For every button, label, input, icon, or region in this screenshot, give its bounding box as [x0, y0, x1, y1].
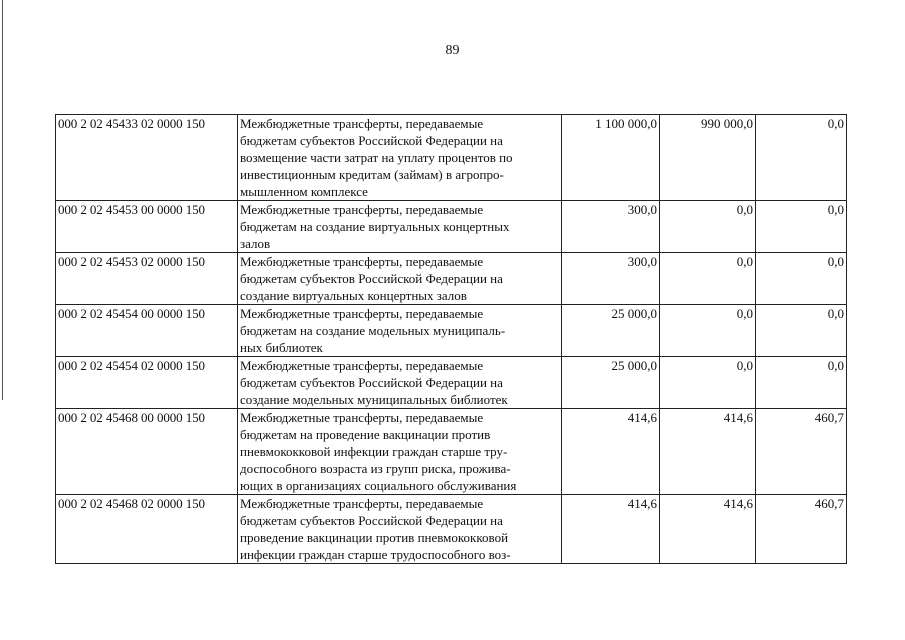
description-line: создание модельных муниципальных библиотек [240, 392, 508, 407]
description-line: бюджетам субъектов Российской Федерации на [240, 375, 503, 390]
description-line: инвестиционным кредитам (займам) в агропро- [240, 167, 504, 182]
amount-col-1: 300,0 [562, 253, 660, 305]
amount-col-2: 414,6 [660, 495, 756, 564]
description-line: доспособного возраста из групп риска, прожива- [240, 461, 511, 476]
description-line: Межбюджетные трансферты, передаваемые [240, 306, 484, 321]
item-description [238, 305, 562, 357]
item-description [238, 115, 562, 201]
description-line: Межбюджетные трансферты, передаваемые [240, 496, 484, 511]
amount-col-2: 414,6 [660, 409, 756, 495]
budget-code: 000 2 02 45454 00 0000 150 [56, 305, 238, 357]
description-line: ных библиотек [240, 340, 323, 355]
description-line: бюджетам на создание виртуальных концертных [240, 219, 510, 234]
amount-col-1: 1 100 000,0 [562, 115, 660, 201]
table-row [56, 115, 847, 201]
budget-code: 000 2 02 45453 00 0000 150 [56, 201, 238, 253]
item-description [238, 253, 562, 305]
table-row [56, 305, 847, 357]
table-row [56, 357, 847, 409]
budget-code: 000 2 02 45468 02 0000 150 [56, 495, 238, 564]
amount-col-1: 414,6 [562, 409, 660, 495]
amount-col-1: 25 000,0 [562, 305, 660, 357]
amount-col-3: 0,0 [756, 201, 847, 253]
description-line: Межбюджетные трансферты, передаваемые [240, 254, 484, 269]
page-number: 89 [445, 43, 460, 58]
description-line: ющих в организациях социального обслуживания [240, 478, 517, 493]
amount-col-3: 0,0 [756, 115, 847, 201]
item-description [238, 409, 562, 495]
description-line: мышленном комплексе [240, 184, 368, 199]
amount-col-2: 0,0 [660, 357, 756, 409]
budget-table [55, 114, 847, 564]
item-description [238, 357, 562, 409]
table-row [56, 253, 847, 305]
table-row [56, 201, 847, 253]
amount-col-1: 414,6 [562, 495, 660, 564]
description-line: Межбюджетные трансферты, передаваемые [240, 202, 484, 217]
description-line: Межбюджетные трансферты, передаваемые [240, 116, 484, 131]
description-line: бюджетам субъектов Российской Федерации на [240, 513, 503, 528]
description-line: бюджетам субъектов Российской Федерации на [240, 133, 503, 148]
amount-col-1: 25 000,0 [562, 357, 660, 409]
amount-col-3: 0,0 [756, 305, 847, 357]
description-line: создание виртуальных концертных залов [240, 288, 467, 303]
description-line: залов [240, 236, 271, 251]
budget-code: 000 2 02 45433 02 0000 150 [56, 115, 238, 201]
description-line: инфекции граждан старше трудоспособного воз- [240, 547, 511, 562]
budget-code: 000 2 02 45468 00 0000 150 [56, 409, 238, 495]
description-line: Межбюджетные трансферты, передаваемые [240, 358, 484, 373]
budget-code: 000 2 02 45453 02 0000 150 [56, 253, 238, 305]
description-line: возмещение части затрат на уплату процентов по [240, 150, 513, 165]
item-description [238, 495, 562, 564]
amount-col-3: 460,7 [756, 495, 847, 564]
amount-col-1: 300,0 [562, 201, 660, 253]
amount-col-2: 0,0 [660, 305, 756, 357]
description-line: Межбюджетные трансферты, передаваемые [240, 410, 484, 425]
description-line: бюджетам на создание модельных муниципаль- [240, 323, 506, 338]
amount-col-3: 460,7 [756, 409, 847, 495]
description-line: бюджетам на проведение вакцинации против [240, 427, 491, 442]
amount-col-2: 0,0 [660, 253, 756, 305]
description-line: пневмококковой инфекции граждан старше тру- [240, 444, 508, 459]
description-line: проведение вакцинации против пневмококковой [240, 530, 509, 545]
amount-col-2: 990 000,0 [660, 115, 756, 201]
description-line: бюджетам субъектов Российской Федерации на [240, 271, 503, 286]
table-row [56, 409, 847, 495]
table-row [56, 495, 847, 564]
item-description [238, 201, 562, 253]
amount-col-3: 0,0 [756, 357, 847, 409]
budget-code: 000 2 02 45454 02 0000 150 [56, 357, 238, 409]
amount-col-3: 0,0 [756, 253, 847, 305]
amount-col-2: 0,0 [660, 201, 756, 253]
page-edge-line [2, 0, 3, 400]
